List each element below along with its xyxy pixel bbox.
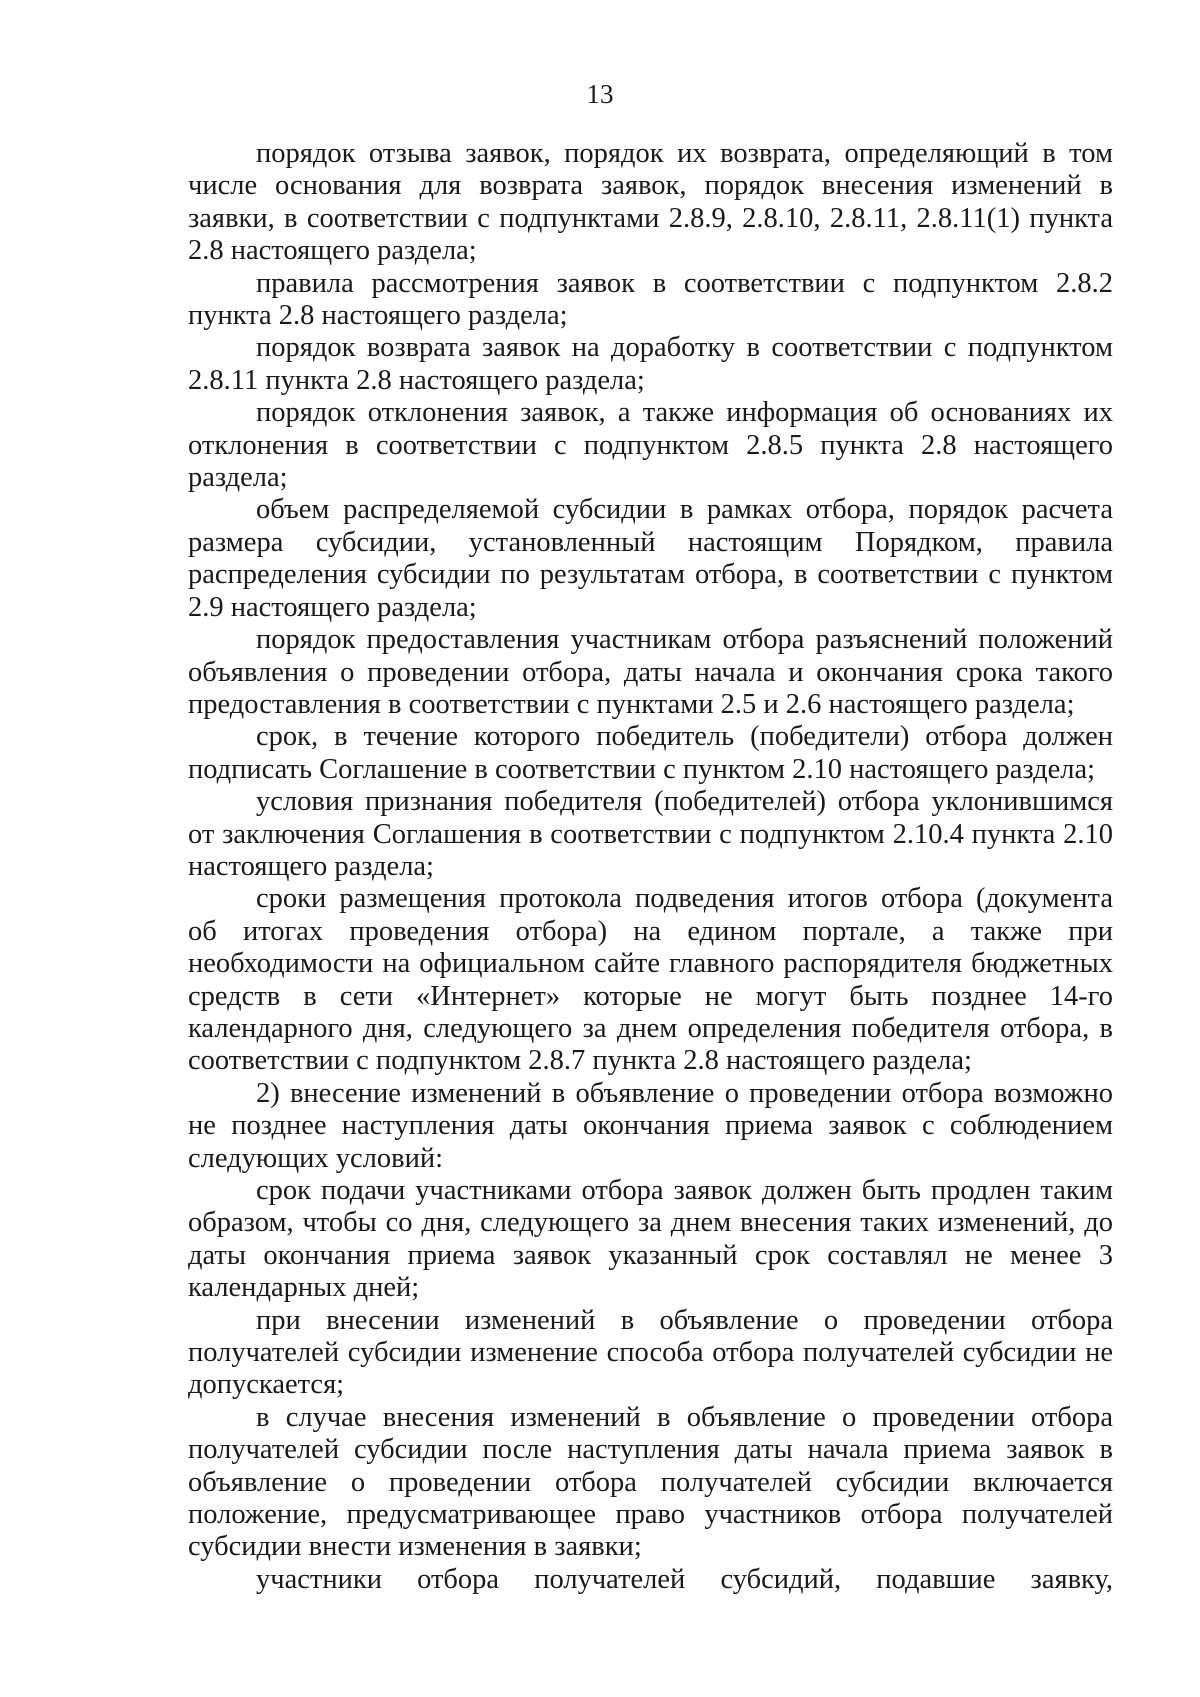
page-number: 13 [586, 79, 614, 109]
paragraph-announcement-changes: 2) внесение изменений в объявление о проведении отбора возможно не позднее наступления даты окончания приема заявок с соблюдением следующих условий: [188, 1077, 1113, 1174]
paragraph-submission-extension: срок подачи участниками отбора заявок должен быть продлен таким образом, чтобы со дня, следующего за днем внесения таких изменений, до даты окончания приема заявок указанный срок составлял не менее 3 календарных дней; [188, 1175, 1113, 1304]
paragraph-subsidy-volume: объем распределяемой субсидии в рамках отбора, порядок расчета размера субсидии, установленный настоящим Порядком, правила распределения субсидии по результатам отбора, в соответствии с пунктом 2.9 настоящего раздела; [188, 494, 1113, 623]
paragraph-withdrawal-procedure: порядок отзыва заявок, порядок их возврата, определяющий в том числе основания для возврата заявок, порядок внесения изменений в заявки, в соответствии с подпунктами 2.8.9, 2.8.10, 2.8.11, 2.8.11(1) пункта 2.8 настоящего раздела; [188, 138, 1113, 267]
paragraph-clarifications: порядок предоставления участникам отбора разъяснений положений объявления о проведении отбора, даты начала и окончания срока такого предоставления в соответствии с пунктами 2.5 и 2.6 настоящего раздела; [188, 624, 1113, 720]
paragraph-evasion-conditions: условия признания победителя (победителей) отбора уклонившимся от заключения Соглашения в соответствии с подпунктом 2.10.4 пункта 2.10 настоящего раздела; [188, 786, 1113, 882]
paragraph-return-for-revision: порядок возврата заявок на доработку в соответствии с подпунктом 2.8.11 пункта 2.8 настоящего раздела; [188, 332, 1113, 396]
paragraph-application-changes-right: в случае внесения изменений в объявление о проведении отбора получателей субсидии после наступления даты начала приема заявок в объявление о проведении отбора получателей субсидии включается положение, предусматривающее право участников отбора получателей субсидии внести изменения в заявки; [188, 1401, 1113, 1563]
paragraph-method-change: при внесении изменений в объявление о проведении отбора получателей субсидии изменение способа отбора получателей субсидии не допускается; [188, 1304, 1113, 1401]
document-body [188, 138, 1113, 1596]
paragraph-protocol-placement: сроки размещения протокола подведения итогов отбора (документа об итогах проведения отбора) на едином портале, а также при необходимости на официальном сайте главного распорядителя бюджетных средств в сети «Интернет» которые не могут быть позднее 14-го календарного дня, следующего за днем определения победителя отбора, в соответствии с подпунктом 2.8.7 пункта 2.8 настоящего раздела; [188, 883, 1113, 1077]
paragraph-rejection-procedure: порядок отклонения заявок, а также информация об основаниях их отклонения в соответствии с подпунктом 2.8.5 пункта 2.8 настоящего раздела; [188, 397, 1113, 494]
paragraph-agreement-term: срок, в течение которого победитель (победители) отбора должен подписать Соглашение в соответствии с пунктом 2.10 настоящего раздела; [188, 721, 1113, 785]
paragraph-review-rules: правила рассмотрения заявок в соответствии с подпунктом 2.8.2 пункта 2.8 настоящего раздела; [188, 267, 1113, 332]
paragraph-participants: участники отбора получателей субсидий, подавшие заявку, [256, 1563, 1113, 1595]
